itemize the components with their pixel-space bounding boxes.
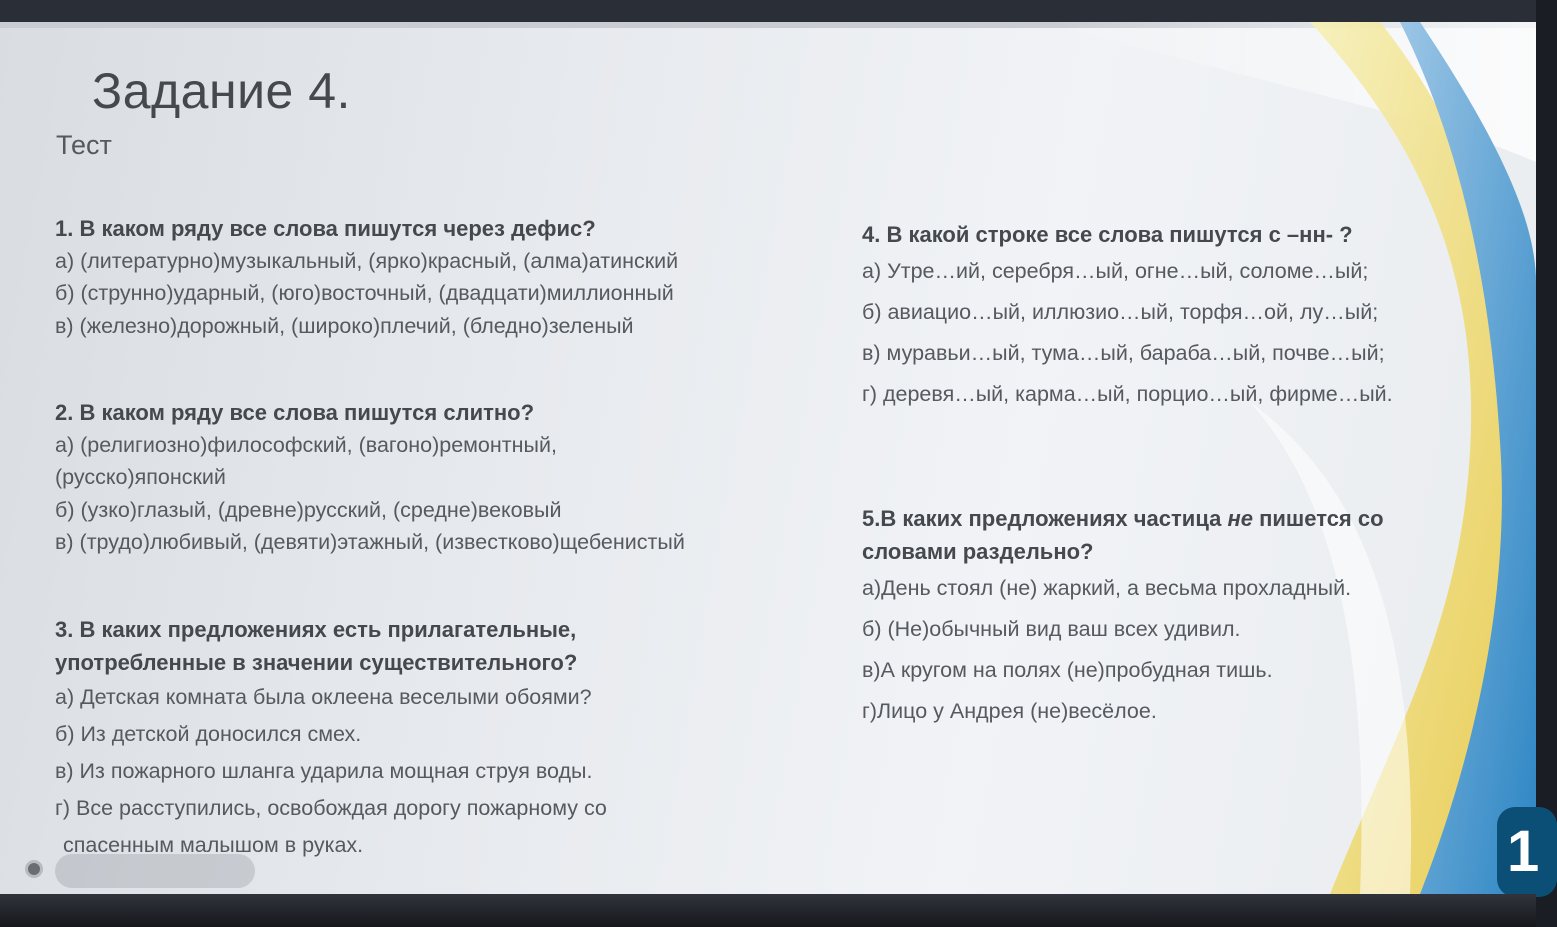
- question-1-option-b: б) (струнно)ударный, (юго)восточный, (двадцати)миллионный: [55, 281, 674, 306]
- question-5-text-before: 5.В каких предложениях частица: [862, 506, 1228, 531]
- slide-subtitle: Тест: [56, 130, 112, 160]
- question-3-text-line1: 3. В каких предложениях есть прилагательные,: [55, 617, 577, 642]
- question-5-option-c: в)А кругом на полях (не)пробудная тишь.: [862, 657, 1273, 682]
- question-4-option-a: а) Утре…ий, серебря…ый, огне…ый, соломе…ый;: [862, 259, 1369, 283]
- question-5-text-line2: словами раздельно?: [862, 539, 1094, 564]
- question-5-text-line1: [862, 502, 1482, 535]
- question-4-option-d: г) деревя…ый, карма…ый, порцио…ый, фирме…ый.: [862, 381, 1393, 406]
- question-5-particle: не: [1227, 506, 1253, 531]
- question-1-text: 1. В каком ряду все слова пишутся через дефис?: [55, 216, 596, 241]
- question-4-option-c: в) муравьи…ый, тума…ый, бараба…ый, почве…ый;: [862, 340, 1385, 365]
- question-3-option-d: г) Все расступились, освобождая дорогу пожарному со: [55, 795, 607, 820]
- monitor-bezel: [0, 894, 1536, 927]
- question-5-text-after: пишется со: [1253, 506, 1384, 531]
- question-3-option-b: б) Из детской доносился смех.: [55, 721, 362, 746]
- question-4-option-b: б) авиацио…ый, иллюзио…ый, торфя…ой, лу…ый;: [862, 299, 1379, 324]
- question-3-option-c: в) Из пожарного шланга ударила мощная струя воды.: [55, 758, 593, 783]
- question-2-option-b: б) (узко)глазый, (древне)русский, (средне)вековый: [55, 497, 562, 522]
- question-5-option-a: а)День стоял (не) жаркий, а весьма прохладный.: [862, 576, 1352, 600]
- question-5: [862, 502, 1482, 731]
- playback-overlay[interactable]: [55, 854, 255, 888]
- question-5-option-b: б) (Не)обычный вид ваш всех удивил.: [862, 616, 1241, 641]
- slide-number-badge: 1: [1497, 807, 1557, 897]
- question-2-option-c: в) (трудо)любивый, (девяти)этажный, (известково)щебенистый: [55, 529, 685, 554]
- question-1-option-a: а) (литературно)музыкальный, (ярко)красный, (алма)атинский: [55, 249, 679, 273]
- question-2-option-a-cont: (русско)японский: [55, 465, 226, 490]
- question-5-option-d: г)Лицо у Андрея (не)весёлое.: [862, 698, 1157, 723]
- question-3-option-d-cont: спасенным малышом в руках.: [63, 832, 364, 857]
- question-2-option-a: а) (религиозно)философский, (вагоно)ремонтный,: [55, 433, 557, 457]
- question-1-option-c: в) (железно)дорожный, (широко)плечий, (бледно)зеленый: [55, 313, 634, 338]
- question-2: [55, 396, 825, 558]
- question-1: [55, 212, 825, 342]
- question-2-text: 2. В каком ряду все слова пишутся слитно?: [55, 400, 535, 425]
- question-3: [55, 613, 775, 864]
- question-3-text-line2: употребленные в значении существительного?: [55, 650, 578, 675]
- question-4: [862, 218, 1512, 414]
- question-4-text: 4. В какой строке все слова пишутся с –нн- ?: [862, 222, 1353, 247]
- slide-title: Задание 4.: [92, 63, 351, 119]
- presentation-slide: [0, 22, 1540, 894]
- question-3-option-a: а) Детская комната была оклеена веселыми обоями?: [55, 685, 592, 709]
- record-circle-icon[interactable]: [25, 860, 43, 878]
